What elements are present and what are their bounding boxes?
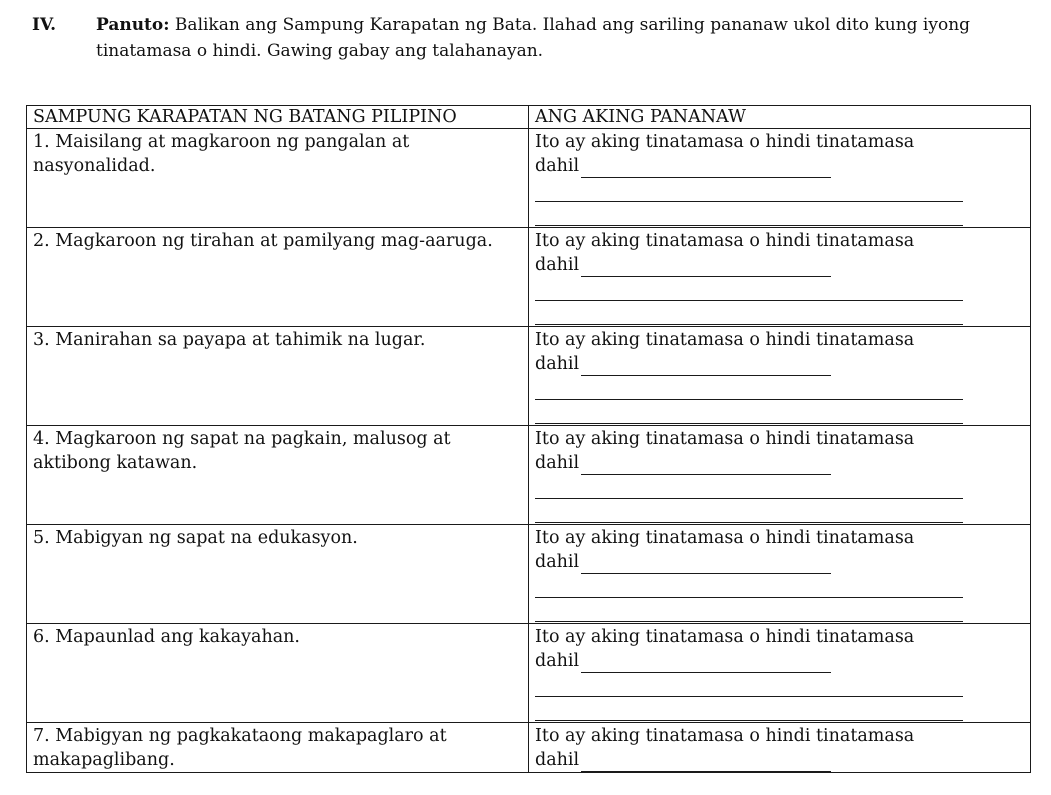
right-text: 2. Magkaroon ng tirahan at pamilyang mag-aaruga. bbox=[33, 231, 493, 251]
table-header-row bbox=[27, 106, 1031, 129]
header-rights: SAMPUNG KARAPATAN NG BATANG PILIPINO bbox=[27, 106, 529, 129]
instruction-body bbox=[96, 12, 1032, 64]
table-row bbox=[27, 723, 1031, 773]
dahil-label: dahil bbox=[535, 750, 580, 770]
right-text: 7. Mabigyan ng pagkakataong makapaglaro at makapaglibang. bbox=[33, 726, 447, 770]
answer-line-2[interactable] bbox=[535, 376, 963, 400]
right-cell bbox=[27, 723, 529, 773]
table-row bbox=[27, 426, 1031, 525]
answer-line-1[interactable] bbox=[581, 159, 831, 178]
answer-line-1[interactable] bbox=[581, 258, 831, 277]
answer-line-1[interactable] bbox=[581, 456, 831, 475]
response-text: Ito ay aking tinatamasa o hindi tinatamasa bbox=[535, 429, 915, 449]
answer-line-3[interactable] bbox=[535, 499, 963, 523]
answer-line-3[interactable] bbox=[535, 400, 963, 424]
answer-line-1[interactable] bbox=[581, 654, 831, 673]
right-cell bbox=[27, 426, 529, 525]
response-text: Ito ay aking tinatamasa o hindi tinatamasa bbox=[535, 726, 915, 746]
dahil-label: dahil bbox=[535, 255, 580, 275]
answer-line-1[interactable] bbox=[581, 357, 831, 376]
dahil-label: dahil bbox=[535, 651, 580, 671]
view-cell bbox=[529, 624, 1031, 723]
dahil-label: dahil bbox=[535, 453, 580, 473]
right-text: 6. Mapaunlad ang kakayahan. bbox=[33, 627, 300, 647]
right-cell bbox=[27, 129, 529, 228]
instruction-label: Panuto: bbox=[96, 15, 170, 35]
rights-table bbox=[26, 105, 1031, 773]
table-row bbox=[27, 327, 1031, 426]
right-text: 3. Manirahan sa payapa at tahimik na lugar. bbox=[33, 330, 426, 350]
response-text: Ito ay aking tinatamasa o hindi tinatamasa bbox=[535, 330, 915, 350]
answer-line-3[interactable] bbox=[535, 697, 963, 721]
answer-line-2[interactable] bbox=[535, 475, 963, 499]
view-cell bbox=[529, 228, 1031, 327]
right-text: 5. Mabigyan ng sapat na edukasyon. bbox=[33, 528, 358, 548]
dahil-label: dahil bbox=[535, 552, 580, 572]
response-text: Ito ay aking tinatamasa o hindi tinatamasa bbox=[535, 132, 915, 152]
dahil-label: dahil bbox=[535, 354, 580, 374]
right-text: 1. Maisilang at magkaroon ng pangalan at nasyonalidad. bbox=[33, 132, 410, 176]
instruction-text: Balikan ang Sampung Karapatan ng Bata. Ilahad ang sariling pananaw ukol dito kung iyong tinatamasa o hindi. Gawing gabay ang talahanayan. bbox=[96, 15, 971, 61]
view-cell bbox=[529, 327, 1031, 426]
table-row bbox=[27, 525, 1031, 624]
response-text: Ito ay aking tinatamasa o hindi tinatamasa bbox=[535, 528, 915, 548]
right-cell bbox=[27, 327, 529, 426]
table-row bbox=[27, 228, 1031, 327]
response-text: Ito ay aking tinatamasa o hindi tinatamasa bbox=[535, 627, 915, 647]
response-text: Ito ay aking tinatamasa o hindi tinatamasa bbox=[535, 231, 915, 251]
right-text: 4. Magkaroon ng sapat na pagkain, malusog at aktibong katawan. bbox=[33, 429, 451, 473]
answer-line-3[interactable] bbox=[535, 598, 963, 622]
header-view: ANG AKING PANANAW bbox=[529, 106, 1031, 129]
answer-line-2[interactable] bbox=[535, 178, 963, 202]
right-cell bbox=[27, 525, 529, 624]
answer-line-3[interactable] bbox=[535, 301, 963, 325]
dahil-label: dahil bbox=[535, 156, 580, 176]
answer-line-2[interactable] bbox=[535, 277, 963, 301]
answer-line-2[interactable] bbox=[535, 673, 963, 697]
view-cell bbox=[529, 426, 1031, 525]
answer-line-3[interactable] bbox=[535, 202, 963, 226]
table-row bbox=[27, 129, 1031, 228]
answer-line-1[interactable] bbox=[581, 555, 831, 574]
instruction bbox=[32, 12, 1032, 64]
answer-line-2[interactable] bbox=[535, 574, 963, 598]
view-cell bbox=[529, 525, 1031, 624]
answer-line-1[interactable] bbox=[581, 753, 831, 772]
right-cell bbox=[27, 228, 529, 327]
section-number: IV. bbox=[32, 15, 57, 35]
view-cell bbox=[529, 723, 1031, 773]
view-cell bbox=[529, 129, 1031, 228]
table-row bbox=[27, 624, 1031, 723]
right-cell bbox=[27, 624, 529, 723]
